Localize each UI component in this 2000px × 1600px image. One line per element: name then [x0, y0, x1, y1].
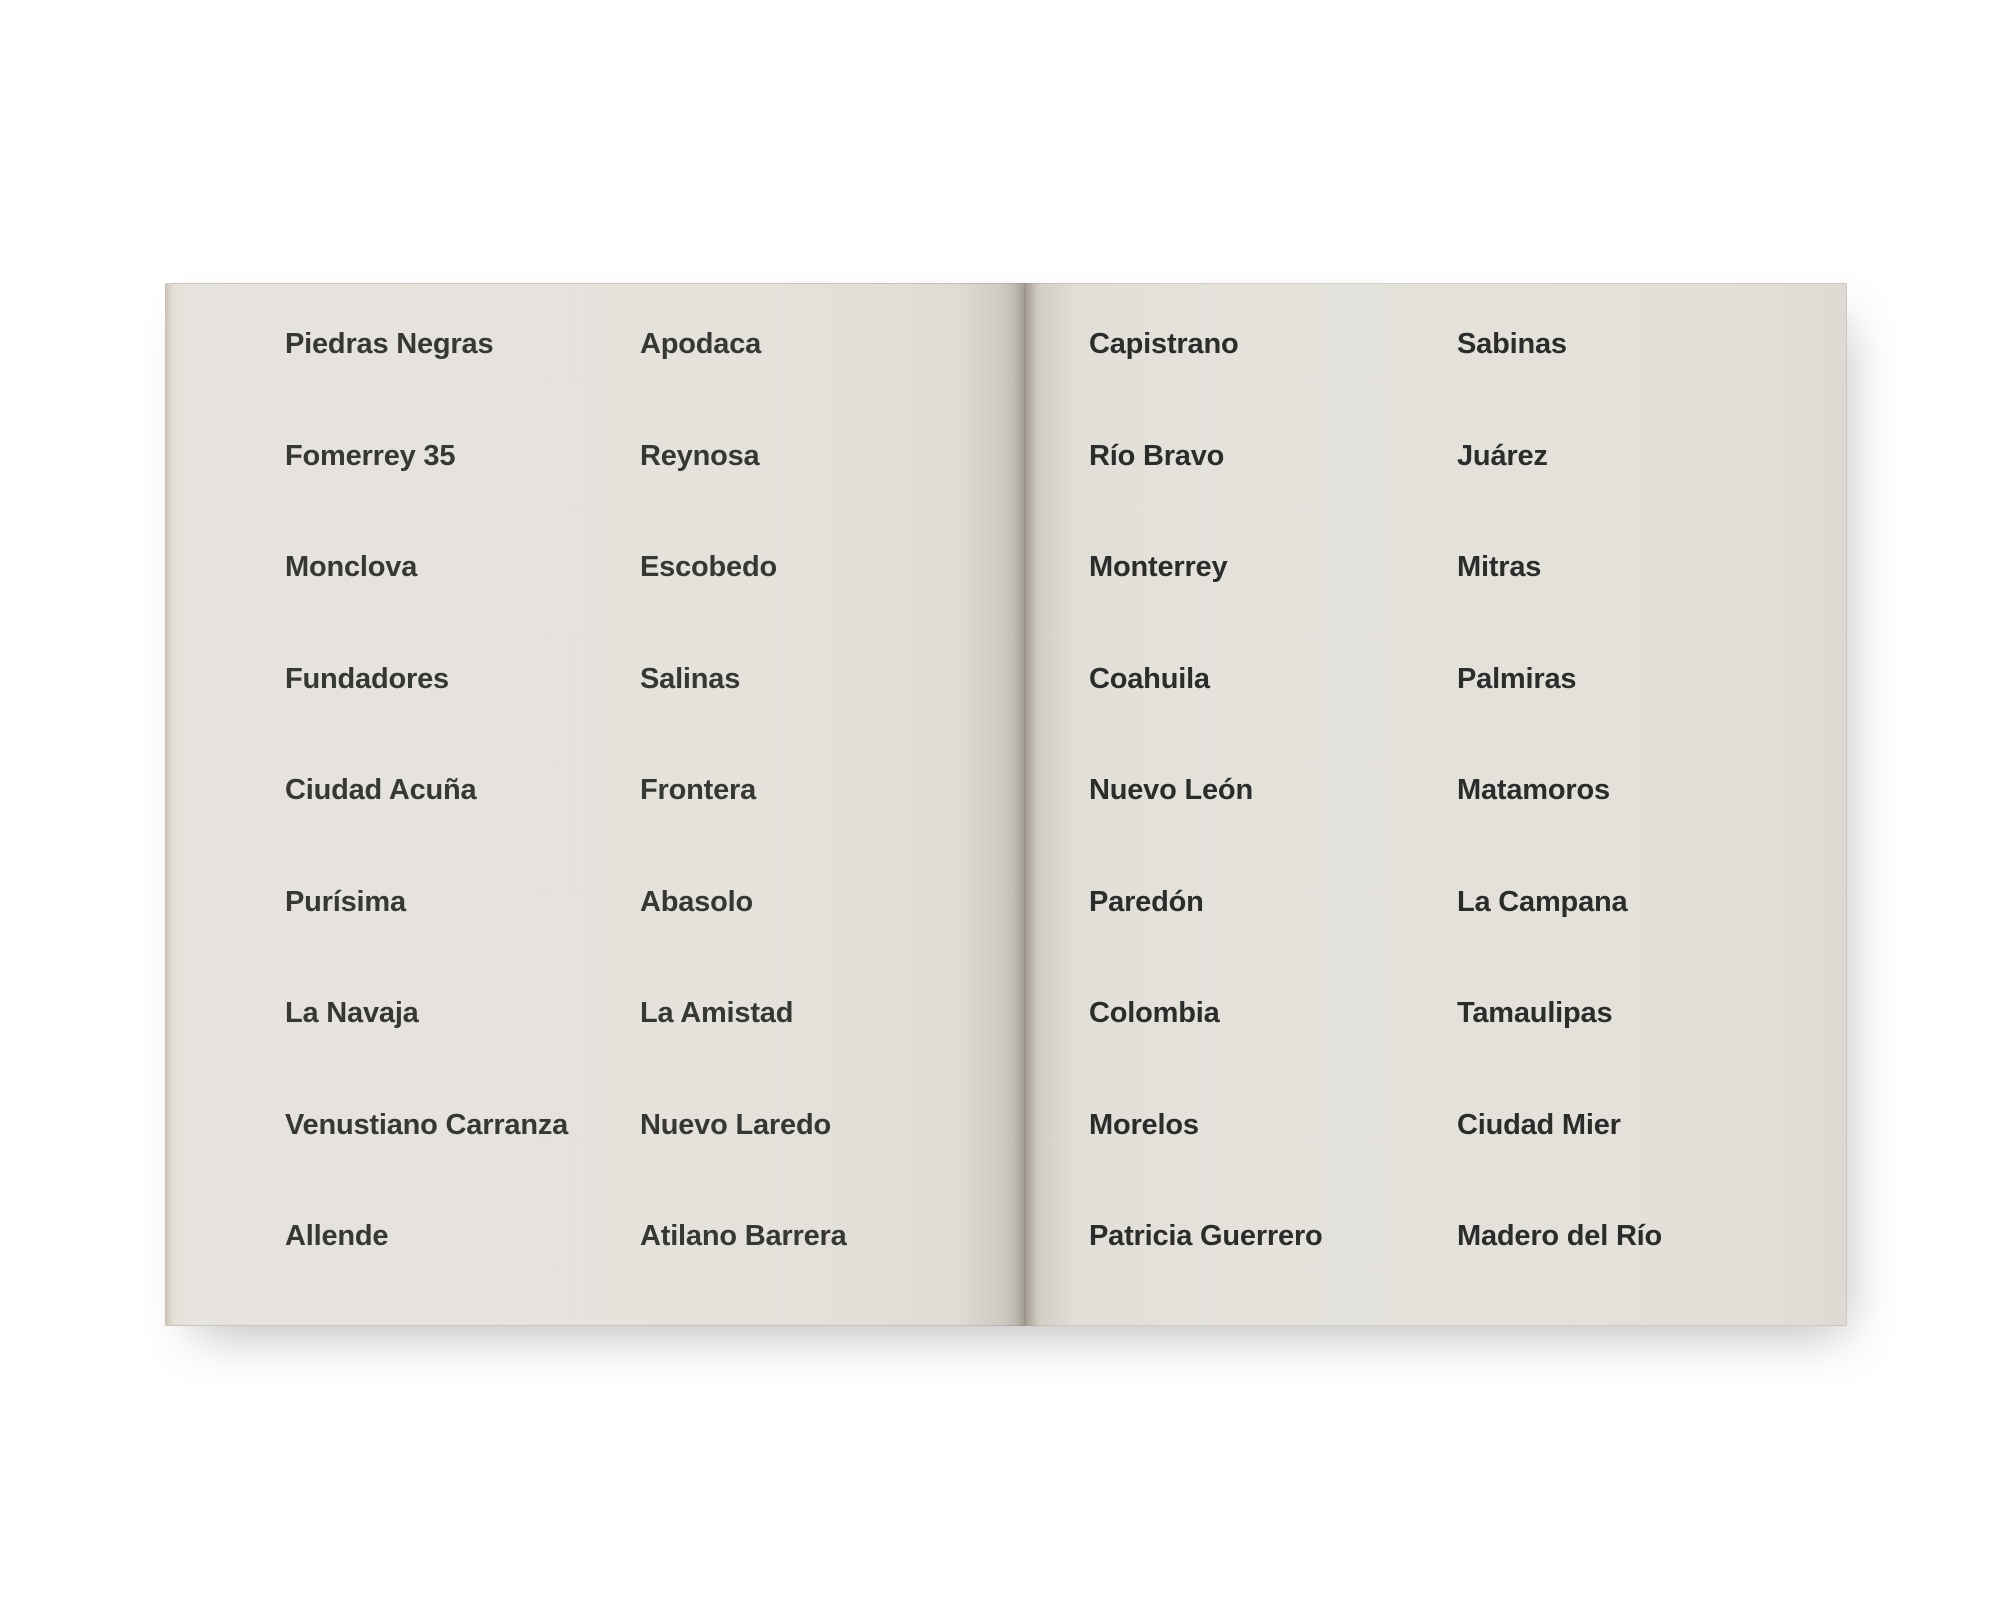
place-name: La Campana	[1457, 885, 1628, 918]
place-name: Palmiras	[1457, 662, 1577, 695]
place-name: Allende	[285, 1220, 389, 1252]
place-name: Fundadores	[285, 662, 449, 695]
place-name: Nuevo León	[1089, 774, 1253, 806]
place-name: Ciudad Acuña	[285, 774, 477, 806]
place-name: Paredón	[1089, 885, 1204, 918]
place-name: Río Bravo	[1089, 439, 1225, 472]
place-name: Tamaulipas	[1457, 997, 1613, 1029]
place-name: La Amistad	[640, 997, 794, 1029]
place-name: Capistrano	[1089, 328, 1239, 360]
place-name: Juárez	[1457, 439, 1548, 472]
place-name: Matamoros	[1457, 774, 1610, 806]
place-name: Fomerrey 35	[285, 439, 456, 472]
place-name: Piedras Negras	[285, 328, 494, 360]
place-name: Monclova	[285, 551, 418, 583]
place-name: Mitras	[1457, 551, 1542, 583]
place-name: La Navaja	[285, 997, 419, 1029]
place-name: Morelos	[1089, 1108, 1199, 1141]
place-name: Patricia Guerrero	[1089, 1220, 1323, 1252]
place-name: Colombia	[1089, 997, 1220, 1029]
place-name: Venustiano Carranza	[285, 1108, 569, 1141]
place-name: Abasolo	[640, 885, 753, 918]
place-name: Ciudad Mier	[1457, 1108, 1621, 1141]
place-name: Madero del Río	[1457, 1220, 1663, 1252]
right-page-column-2	[1457, 328, 1817, 1326]
place-name: Escobedo	[640, 551, 777, 583]
place-name: Nuevo Laredo	[640, 1108, 831, 1141]
place-name: Coahuila	[1089, 662, 1210, 695]
place-name: Reynosa	[640, 439, 760, 472]
place-name: Sabinas	[1457, 328, 1567, 360]
left-page	[165, 283, 1025, 1326]
book-gutter	[1013, 283, 1037, 1326]
left-page-column-1	[285, 328, 645, 1326]
place-name: Monterrey	[1089, 551, 1228, 583]
right-page	[1025, 283, 1847, 1326]
place-name: Apodaca	[640, 328, 762, 360]
place-name: Frontera	[640, 774, 757, 806]
place-name: Salinas	[640, 662, 741, 695]
place-name: Purísima	[285, 885, 406, 918]
open-book	[165, 283, 1847, 1326]
place-name: Atilano Barrera	[640, 1220, 847, 1252]
left-page-edge	[165, 283, 171, 1326]
right-page-column-1	[1089, 328, 1449, 1326]
left-page-column-2	[640, 328, 1000, 1326]
